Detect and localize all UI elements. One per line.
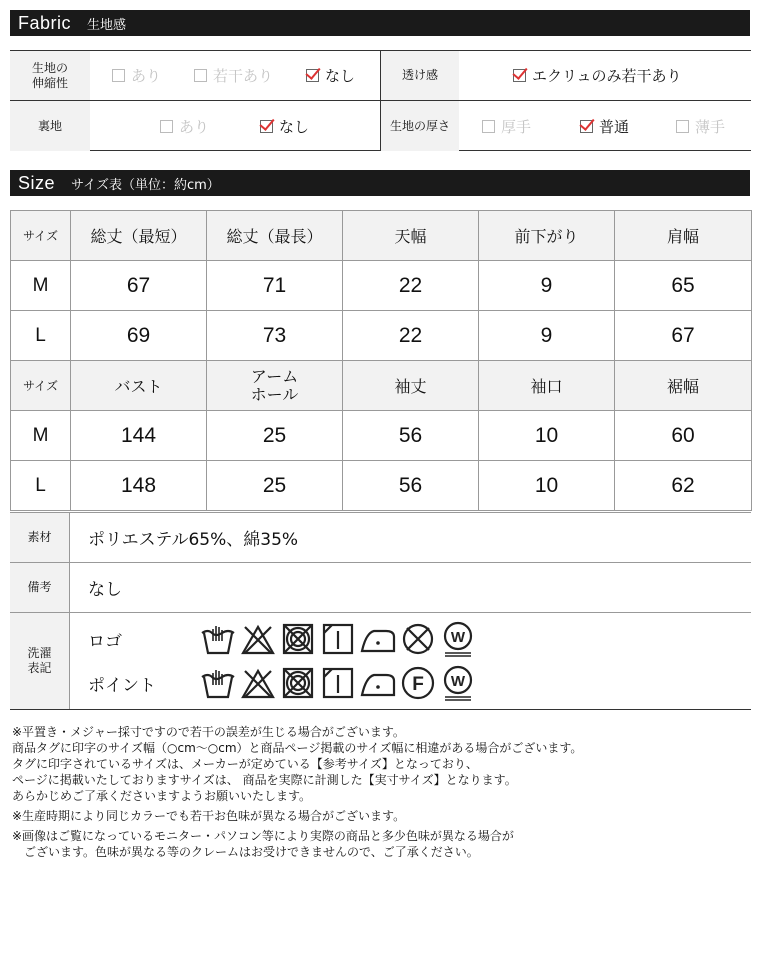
size-title-en: Size xyxy=(18,172,56,193)
no-tumble-dry-icon xyxy=(280,621,316,657)
fabric-title-en: Fabric xyxy=(18,12,72,33)
size-title-jp: サイズ表（単位：約cm） xyxy=(71,177,220,193)
iron-low-icon xyxy=(360,665,396,701)
sheer-label: 透け感 xyxy=(381,51,459,100)
thickness-option-normal: 普通 xyxy=(580,101,629,151)
checkbox-icon xyxy=(676,120,689,133)
stretch-option-none: なし xyxy=(306,51,355,100)
note-line: 商品タグに印字のサイズ幅（○cm〜○cm）と商品ページ掲載のサイズ幅に相違がある場合がございます。 xyxy=(12,741,583,755)
svg-text:F: F xyxy=(412,674,424,695)
checkmark-icon xyxy=(306,69,319,82)
iron-low-icon xyxy=(360,621,396,657)
note-line: あらかじめご了承くださいますようお願いいたします。 xyxy=(12,789,312,803)
checkmark-icon xyxy=(260,120,273,133)
note-line: ※画像はご覧になっているモニター・パソコン等により実際の商品と多少色味が異なる場合が xyxy=(12,829,514,843)
material-value: ポリエステル65%、綿35% xyxy=(88,530,299,550)
no-dry-clean-icon xyxy=(400,621,436,657)
lining-label: 裏地 xyxy=(10,101,90,151)
size-header-row: サイズ バスト アーム ホール 袖丈 袖口 裾幅 xyxy=(11,361,752,411)
no-bleach-icon xyxy=(240,665,276,701)
dry-clean-f-icon xyxy=(400,665,436,701)
table-row: M 144 25 56 10 60 xyxy=(11,411,752,461)
care-line-point xyxy=(88,665,476,701)
line-dry-shade-icon xyxy=(320,621,356,657)
info-table xyxy=(10,510,751,710)
fabric-table xyxy=(10,50,751,151)
notes xyxy=(12,724,582,860)
lining-option-yes: あり xyxy=(160,101,209,151)
no-bleach-icon xyxy=(240,621,276,657)
material-label: 素材 xyxy=(10,513,70,562)
checkbox-icon xyxy=(160,120,173,133)
lining-option-none: なし xyxy=(260,101,309,151)
thickness-label: 生地の厚さ xyxy=(381,101,459,151)
hand-wash-icon xyxy=(200,665,236,701)
care-icons-logo xyxy=(200,621,476,657)
checkbox-icon xyxy=(194,69,207,82)
stretch-option-slight: 若干あり xyxy=(194,51,273,100)
note-line: ※生産時期により同じカラーでも若干お色味が異なる場合がございます。 xyxy=(12,809,406,823)
stretch-label: 生地の 伸縮性 xyxy=(10,51,90,100)
wet-clean-gentle-icon xyxy=(440,621,476,657)
sheer-option: エクリュのみ若干あり xyxy=(513,51,682,100)
thickness-option-thin: 薄手 xyxy=(676,101,725,151)
size-section-header xyxy=(10,170,750,196)
checkmark-icon xyxy=(580,120,593,133)
remarks-row xyxy=(10,563,751,613)
svg-text:W: W xyxy=(450,673,466,690)
remarks-label: 備考 xyxy=(10,563,70,612)
armhole-header: アーム ホール xyxy=(207,361,343,411)
table-row: M 67 71 22 9 65 xyxy=(11,261,752,311)
note-line: タグに印字されているサイズは、メーカーが定めている【参考サイズ】となっており、 xyxy=(12,757,478,771)
care-point-name: ポイント xyxy=(88,675,156,696)
hand-wash-icon xyxy=(200,621,236,657)
wet-clean-gentle-icon xyxy=(440,665,476,701)
care-row xyxy=(10,613,751,709)
care-line-logo xyxy=(88,621,476,657)
care-logo-name: ロゴ xyxy=(88,631,122,652)
fabric-section-header xyxy=(10,10,750,36)
checkbox-icon xyxy=(482,120,495,133)
note-line: ページに掲載いたしておりますサイズは、 商品を実際に計測した【実寸サイズ】となります。 xyxy=(12,773,517,787)
note-line: ございます。色味が異なる等のクレームはお受けできませんので、ご了承ください。 xyxy=(12,845,479,859)
note-line: ※平置き・メジャー採寸ですので若干の誤差が生じる場合がございます。 xyxy=(12,725,405,739)
fabric-row xyxy=(10,101,751,151)
size-header-row: サイズ 総丈（最短） 総丈（最長） 天幅 前下がり 肩幅 xyxy=(11,211,752,261)
fabric-title-jp: 生地感 xyxy=(87,17,127,33)
remarks-value: なし xyxy=(88,580,122,600)
table-row: L 148 25 56 10 62 xyxy=(11,461,752,511)
material-row xyxy=(10,513,751,563)
line-dry-shade-icon xyxy=(320,665,356,701)
no-tumble-dry-icon xyxy=(280,665,316,701)
thickness-option-thick: 厚手 xyxy=(482,101,531,151)
svg-text:W: W xyxy=(450,629,466,646)
care-content xyxy=(70,613,751,709)
table-row: L 69 73 22 9 67 xyxy=(11,311,752,361)
checkbox-icon xyxy=(112,69,125,82)
size-table xyxy=(10,210,752,511)
checkmark-icon xyxy=(513,69,526,82)
care-label: 洗濯 表記 xyxy=(10,613,70,709)
fabric-row xyxy=(10,51,751,101)
care-icons-point xyxy=(200,665,476,701)
stretch-option-yes: あり xyxy=(112,51,161,100)
